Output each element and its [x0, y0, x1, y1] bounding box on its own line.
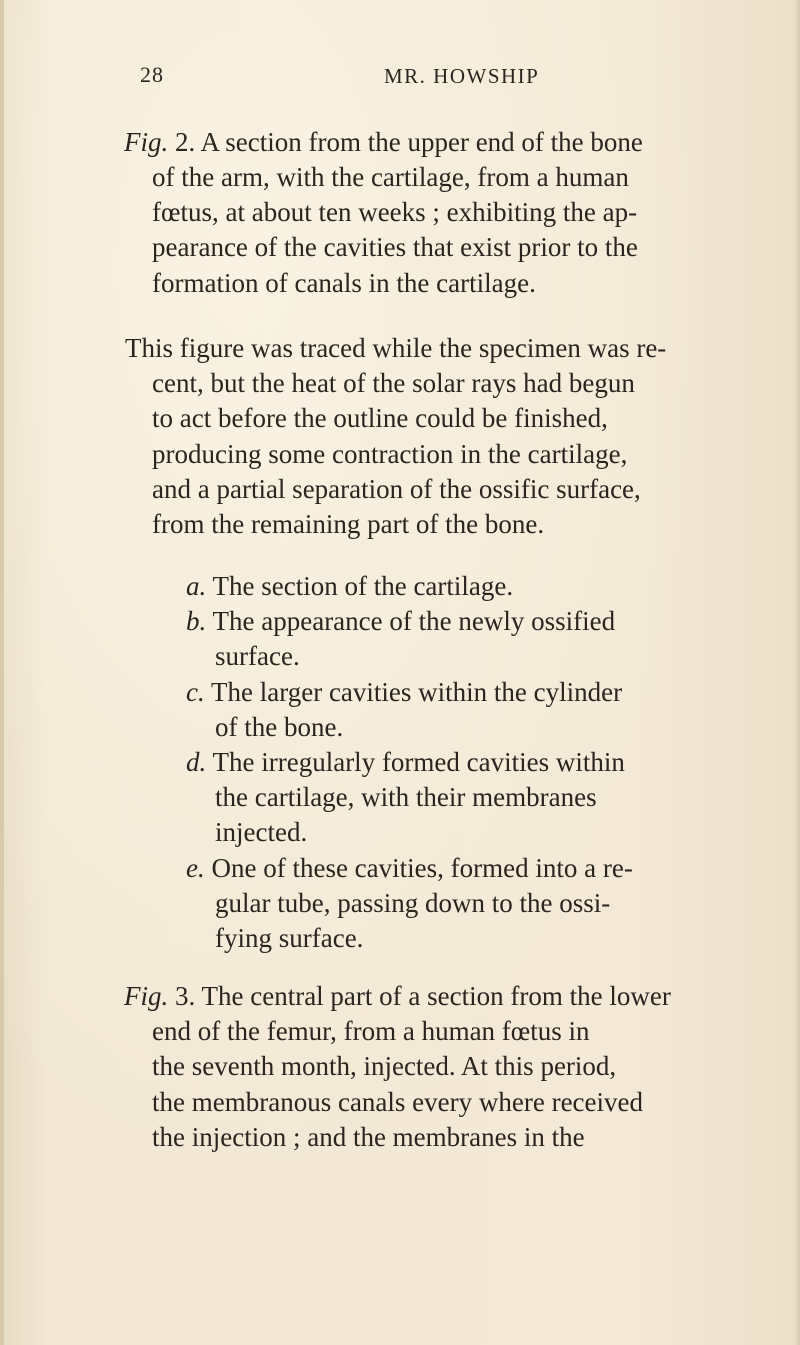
fig3-line-2: end of the femur, from a human fœtus in: [152, 1016, 590, 1046]
note-line-4: producing some contraction in the cartilage,: [152, 439, 628, 469]
page-number: 28: [140, 62, 164, 87]
legend-e-cont-1: gular tube, passing down to the ossi-: [215, 888, 611, 918]
legend-letter-e: e.: [186, 853, 205, 883]
fig3-line-3: the seventh month, injected. At this period,: [152, 1051, 617, 1081]
fig3-line-4: the membranous canals every where received: [152, 1087, 644, 1117]
note-line-3: to act before the outline could be finished,: [152, 403, 608, 433]
fig2-line-4: pearance of the cavities that exist prior to the: [152, 232, 638, 262]
legend-c: c. The larger cavities within the cylinder: [186, 677, 623, 707]
legend-letter-a: a.: [186, 571, 207, 601]
legend-letter-d: d.: [186, 747, 207, 777]
legend-c-cont: of the bone.: [215, 712, 344, 742]
fig3-line-5: the injection ; and the membranes in the: [152, 1122, 585, 1152]
legend-a: a. The section of the cartilage.: [186, 571, 514, 601]
fig2-line-5: formation of canals in the cartilage.: [152, 268, 536, 298]
legend-d: d. The irregularly formed cavities within: [186, 747, 625, 777]
note-line-2: cent, but the heat of the solar rays had begun: [152, 368, 635, 398]
fig3-line-1: Fig. 3. The central part of a section from the lower: [124, 981, 671, 1011]
legend-d-cont-1: the cartilage, with their membranes: [215, 782, 597, 812]
fig3-label: Fig.: [124, 981, 169, 1011]
legend-letter-c: c.: [186, 677, 205, 707]
fig2-label: Fig.: [124, 127, 169, 157]
note-line-5: and a partial separation of the ossific surface,: [152, 474, 641, 504]
legend-b: b. The appearance of the newly ossified: [186, 606, 616, 636]
legend-b-cont: surface.: [215, 641, 300, 671]
fig2-line-3: fœtus, at about ten weeks ; exhibiting the ap-: [152, 197, 638, 227]
running-title: MR. HOWSHIP: [384, 64, 540, 88]
note-line-6: from the remaining part of the bone.: [152, 509, 545, 539]
fig2-line-1: Fig. 2. A section from the upper end of the bone: [124, 127, 643, 157]
legend-e-cont-2: fying surface.: [215, 923, 364, 953]
legend-d-cont-2: injected.: [215, 817, 308, 847]
page-right-edge: [794, 0, 800, 1345]
fig2-line-2: of the arm, with the cartilage, from a human: [152, 162, 629, 192]
legend-e: e. One of these cavities, formed into a re-: [186, 853, 633, 883]
page-left-edge: [0, 0, 4, 1345]
running-head: [0, 62, 800, 92]
note-line-1: This figure was traced while the specimen was re-: [125, 333, 667, 363]
legend-letter-b: b.: [186, 606, 207, 636]
